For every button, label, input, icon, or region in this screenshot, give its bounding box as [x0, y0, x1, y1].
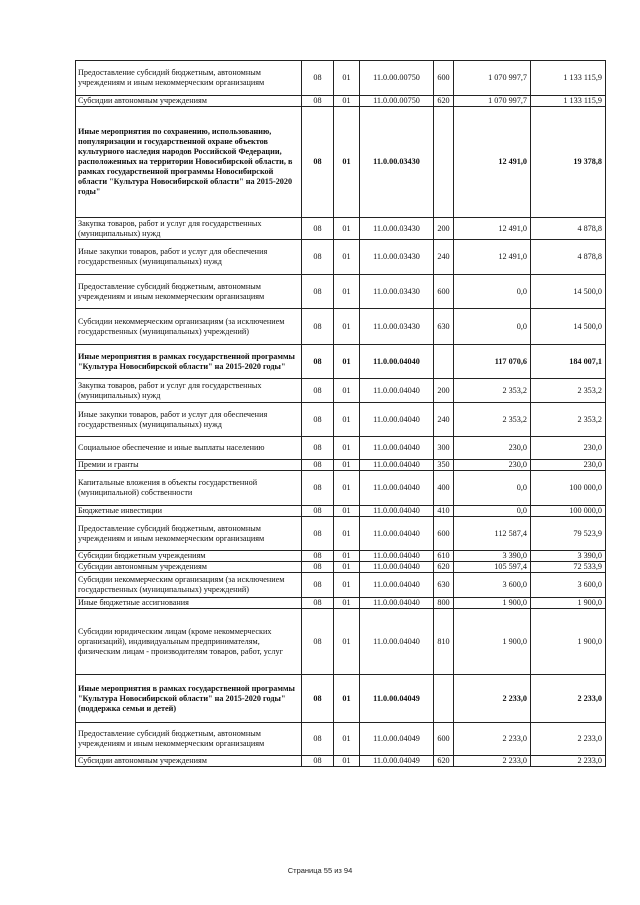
cell-sum-2: 230,0	[531, 460, 606, 471]
page-number: Страница 55 из 94	[287, 866, 353, 875]
cell-target-code: 11.0.00.04040	[360, 460, 434, 471]
cell-expense-type: 620	[434, 562, 454, 573]
cell-target-code: 11.0.00.04040	[360, 403, 434, 437]
cell-sum-1: 1 070 997,7	[454, 96, 531, 107]
cell-sum-2: 2 233,0	[531, 675, 606, 723]
cell-sum-1: 0,0	[454, 506, 531, 517]
cell-expense-type: 200	[434, 218, 454, 240]
cell-target-code: 11.0.00.04040	[360, 551, 434, 562]
cell-subsection: 01	[334, 551, 360, 562]
cell-name: Предоставление субсидий бюджетным, автономным учреждениям и иным некоммерческим организациям	[76, 723, 302, 756]
cell-section: 08	[302, 506, 334, 517]
table-row	[76, 506, 606, 517]
cell-section: 08	[302, 107, 334, 218]
cell-expense-type: 600	[434, 517, 454, 551]
table-row	[76, 573, 606, 598]
cell-target-code: 11.0.00.04049	[360, 756, 434, 767]
cell-subsection: 01	[334, 573, 360, 598]
cell-section: 08	[302, 517, 334, 551]
cell-section: 08	[302, 573, 334, 598]
table-row	[76, 275, 606, 309]
cell-expense-type: 600	[434, 275, 454, 309]
cell-subsection: 01	[334, 437, 360, 460]
cell-sum-1: 3 600,0	[454, 573, 531, 598]
cell-target-code: 11.0.00.04049	[360, 723, 434, 756]
cell-subsection: 01	[334, 598, 360, 609]
table-row	[76, 107, 606, 218]
cell-subsection: 01	[334, 609, 360, 675]
cell-sum-2: 2 353,2	[531, 379, 606, 403]
table-row	[76, 218, 606, 240]
cell-sum-2: 1 900,0	[531, 609, 606, 675]
cell-expense-type: 400	[434, 471, 454, 506]
cell-section: 08	[302, 240, 334, 275]
cell-sum-2: 184 007,1	[531, 345, 606, 379]
cell-subsection: 01	[334, 723, 360, 756]
cell-expense-type: 800	[434, 598, 454, 609]
cell-expense-type: 600	[434, 61, 454, 96]
table-row	[76, 240, 606, 275]
cell-subsection: 01	[334, 471, 360, 506]
cell-sum-2: 2 353,2	[531, 403, 606, 437]
cell-name: Субсидии бюджетным учреждениям	[76, 551, 302, 562]
cell-sum-2: 2 233,0	[531, 723, 606, 756]
cell-expense-type: 620	[434, 756, 454, 767]
cell-section: 08	[302, 218, 334, 240]
cell-sum-2: 4 878,8	[531, 218, 606, 240]
cell-name: Иные мероприятия в рамках государственной программы "Культура Новосибирской области" на 2015-2020 годы"(поддержка семьи и детей)	[76, 675, 302, 723]
table-row	[76, 309, 606, 345]
cell-name: Иные мероприятия в рамках государственной программы "Культура Новосибирской области" на 2015-2020 годы"	[76, 345, 302, 379]
table-row	[76, 437, 606, 460]
table-row	[76, 675, 606, 723]
cell-subsection: 01	[334, 460, 360, 471]
cell-subsection: 01	[334, 107, 360, 218]
cell-sum-2: 100 000,0	[531, 506, 606, 517]
budget-table	[75, 60, 606, 767]
cell-name: Иные мероприятия по сохранению, использованию, популяризации и государственной охране объектов культурного наследия народов Российской Федерации, расположенных на территории Новосибирской области, в рамках государственной программы Новосибирской области "Культура Новосибирской области" на 2015-2020 годы"	[76, 107, 302, 218]
cell-target-code: 11.0.00.04040	[360, 379, 434, 403]
cell-expense-type: 630	[434, 309, 454, 345]
cell-target-code: 11.0.00.04040	[360, 437, 434, 460]
cell-expense-type: 350	[434, 460, 454, 471]
cell-name: Субсидии юридическим лицам (кроме некоммерческих организаций), индивидуальным предпринимателям, физическим лицам - производителям товаров, работ, услуг	[76, 609, 302, 675]
cell-name: Бюджетные инвестиции	[76, 506, 302, 517]
cell-subsection: 01	[334, 562, 360, 573]
cell-name: Закупка товаров, работ и услуг для государственных (муниципальных) нужд	[76, 379, 302, 403]
cell-sum-2: 2 233,0	[531, 756, 606, 767]
cell-sum-2: 79 523,9	[531, 517, 606, 551]
table-row	[76, 471, 606, 506]
table-row	[76, 723, 606, 756]
cell-target-code: 11.0.00.04040	[360, 471, 434, 506]
cell-section: 08	[302, 96, 334, 107]
cell-sum-2: 4 878,8	[531, 240, 606, 275]
cell-expense-type: 200	[434, 379, 454, 403]
cell-sum-2: 1 900,0	[531, 598, 606, 609]
table-row	[76, 379, 606, 403]
cell-target-code: 11.0.00.03430	[360, 275, 434, 309]
table-row	[76, 460, 606, 471]
cell-section: 08	[302, 61, 334, 96]
cell-sum-1: 2 353,2	[454, 379, 531, 403]
cell-target-code: 11.0.00.04040	[360, 598, 434, 609]
cell-subsection: 01	[334, 61, 360, 96]
cell-target-code: 11.0.00.04040	[360, 562, 434, 573]
table-row	[76, 598, 606, 609]
table-row	[76, 562, 606, 573]
cell-target-code: 11.0.00.04040	[360, 573, 434, 598]
cell-section: 08	[302, 403, 334, 437]
table-row	[76, 517, 606, 551]
cell-name: Капитальные вложения в объекты государственной (муниципальной) собственности	[76, 471, 302, 506]
cell-expense-type	[434, 675, 454, 723]
cell-section: 08	[302, 756, 334, 767]
cell-name: Иные закупки товаров, работ и услуг для обеспечения государственных (муниципальных) нужд	[76, 240, 302, 275]
cell-section: 08	[302, 460, 334, 471]
cell-sum-2: 72 533,9	[531, 562, 606, 573]
cell-sum-1: 3 390,0	[454, 551, 531, 562]
cell-expense-type: 810	[434, 609, 454, 675]
cell-subsection: 01	[334, 675, 360, 723]
cell-target-code: 11.0.00.04040	[360, 345, 434, 379]
cell-name: Предоставление субсидий бюджетным, автономным учреждениям и иным некоммерческим организациям	[76, 61, 302, 96]
cell-name: Премии и гранты	[76, 460, 302, 471]
cell-target-code: 11.0.00.00750	[360, 96, 434, 107]
cell-subsection: 01	[334, 275, 360, 309]
cell-sum-2: 1 133 115,9	[531, 96, 606, 107]
cell-sum-1: 1 900,0	[454, 609, 531, 675]
cell-subsection: 01	[334, 379, 360, 403]
table-row	[76, 96, 606, 107]
cell-sum-1: 2 233,0	[454, 723, 531, 756]
cell-subsection: 01	[334, 403, 360, 437]
cell-subsection: 01	[334, 309, 360, 345]
cell-expense-type	[434, 107, 454, 218]
cell-subsection: 01	[334, 506, 360, 517]
cell-sum-2: 14 500,0	[531, 275, 606, 309]
table-row	[76, 61, 606, 96]
cell-section: 08	[302, 609, 334, 675]
cell-section: 08	[302, 675, 334, 723]
cell-sum-2: 3 600,0	[531, 573, 606, 598]
cell-name: Иные закупки товаров, работ и услуг для обеспечения государственных (муниципальных) нужд	[76, 403, 302, 437]
cell-target-code: 11.0.00.03430	[360, 218, 434, 240]
cell-expense-type: 240	[434, 403, 454, 437]
cell-sum-1: 1 070 997,7	[454, 61, 531, 96]
cell-sum-2: 1 133 115,9	[531, 61, 606, 96]
cell-section: 08	[302, 437, 334, 460]
cell-target-code: 11.0.00.04040	[360, 517, 434, 551]
cell-target-code: 11.0.00.00750	[360, 61, 434, 96]
cell-sum-1: 0,0	[454, 275, 531, 309]
cell-expense-type: 300	[434, 437, 454, 460]
cell-sum-2: 19 378,8	[531, 107, 606, 218]
cell-sum-2: 230,0	[531, 437, 606, 460]
cell-expense-type	[434, 345, 454, 379]
cell-section: 08	[302, 345, 334, 379]
cell-subsection: 01	[334, 345, 360, 379]
cell-sum-1: 117 070,6	[454, 345, 531, 379]
cell-expense-type: 620	[434, 96, 454, 107]
cell-section: 08	[302, 562, 334, 573]
cell-sum-1: 12 491,0	[454, 218, 531, 240]
cell-sum-2: 100 000,0	[531, 471, 606, 506]
cell-sum-1: 0,0	[454, 309, 531, 345]
cell-sum-1: 230,0	[454, 460, 531, 471]
cell-expense-type: 630	[434, 573, 454, 598]
cell-target-code: 11.0.00.04040	[360, 609, 434, 675]
table-row	[76, 756, 606, 767]
cell-sum-1: 2 353,2	[454, 403, 531, 437]
cell-subsection: 01	[334, 756, 360, 767]
cell-section: 08	[302, 379, 334, 403]
cell-target-code: 11.0.00.04049	[360, 675, 434, 723]
cell-section: 08	[302, 598, 334, 609]
cell-name: Предоставление субсидий бюджетным, автономным учреждениям и иным некоммерческим организациям	[76, 275, 302, 309]
table-row	[76, 403, 606, 437]
cell-subsection: 01	[334, 240, 360, 275]
cell-expense-type: 610	[434, 551, 454, 562]
cell-section: 08	[302, 471, 334, 506]
cell-name: Субсидии некоммерческим организациям (за исключением государственных (муниципальных) учреждений)	[76, 573, 302, 598]
page-footer	[0, 866, 640, 875]
cell-sum-1: 105 597,4	[454, 562, 531, 573]
table-row	[76, 551, 606, 562]
cell-target-code: 11.0.00.03430	[360, 309, 434, 345]
cell-name: Закупка товаров, работ и услуг для государственных (муниципальных) нужд	[76, 218, 302, 240]
cell-section: 08	[302, 309, 334, 345]
table-row	[76, 609, 606, 675]
cell-name: Субсидии автономным учреждениям	[76, 96, 302, 107]
cell-sum-1: 12 491,0	[454, 240, 531, 275]
cell-sum-1: 2 233,0	[454, 756, 531, 767]
cell-subsection: 01	[334, 218, 360, 240]
cell-expense-type: 600	[434, 723, 454, 756]
cell-sum-1: 0,0	[454, 471, 531, 506]
cell-sum-1: 12 491,0	[454, 107, 531, 218]
cell-section: 08	[302, 275, 334, 309]
cell-sum-1: 230,0	[454, 437, 531, 460]
cell-sum-2: 3 390,0	[531, 551, 606, 562]
cell-subsection: 01	[334, 96, 360, 107]
cell-target-code: 11.0.00.03430	[360, 107, 434, 218]
cell-name: Субсидии некоммерческим организациям (за исключением государственных (муниципальных) учреждений)	[76, 309, 302, 345]
cell-name: Предоставление субсидий бюджетным, автономным учреждениям и иным некоммерческим организациям	[76, 517, 302, 551]
cell-target-code: 11.0.00.04040	[360, 506, 434, 517]
cell-expense-type: 410	[434, 506, 454, 517]
cell-sum-1: 1 900,0	[454, 598, 531, 609]
cell-name: Субсидии автономным учреждениям	[76, 562, 302, 573]
table-row	[76, 345, 606, 379]
cell-section: 08	[302, 723, 334, 756]
cell-sum-1: 2 233,0	[454, 675, 531, 723]
cell-target-code: 11.0.00.03430	[360, 240, 434, 275]
cell-sum-1: 112 587,4	[454, 517, 531, 551]
cell-name: Субсидии автономным учреждениям	[76, 756, 302, 767]
cell-section: 08	[302, 551, 334, 562]
cell-name: Иные бюджетные ассигнования	[76, 598, 302, 609]
cell-expense-type: 240	[434, 240, 454, 275]
cell-name: Социальное обеспечение и иные выплаты населению	[76, 437, 302, 460]
cell-sum-2: 14 500,0	[531, 309, 606, 345]
cell-subsection: 01	[334, 517, 360, 551]
